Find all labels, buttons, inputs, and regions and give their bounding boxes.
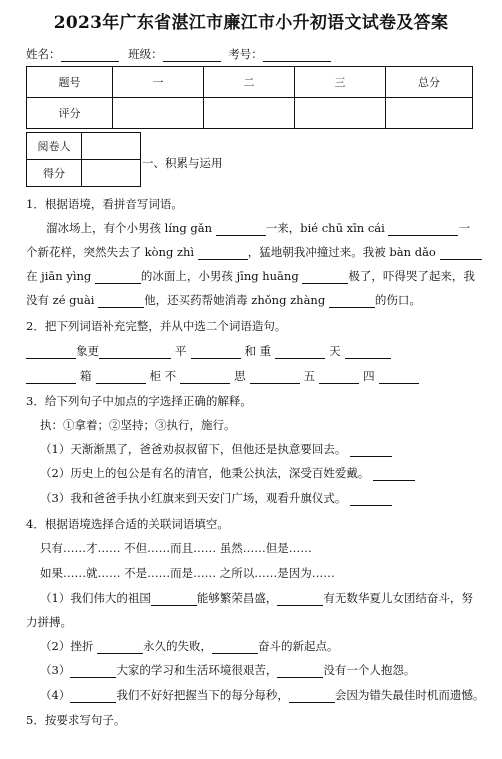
class-blank[interactable] [163,49,221,62]
score-table [26,66,473,129]
sentence [40,441,392,457]
question-title: 2．把下列词语补充完整，并从中选二个词语造句。 [26,319,287,333]
passage-line [26,244,482,260]
text: （1）我们伟大的祖国 [40,591,151,605]
name-blank[interactable] [61,49,119,62]
word-fill-row [26,368,419,384]
student-info-row [26,46,331,62]
score-cell[interactable] [295,98,386,129]
sentence [40,687,484,703]
answer-blank[interactable] [97,641,143,654]
text: 没有一个人抱怨。 [323,663,416,677]
score-table-header-row [27,67,473,98]
answer-blank[interactable] [98,295,144,308]
conjunction-options: 如果……就…… 不是……而是…… 之所以……是因为…… [40,566,335,580]
sentence-continued: 力拼搏。 [26,615,72,629]
header-cell: 一 [113,67,204,98]
section-title: 一、积累与运用 [142,156,223,170]
text: 永久的失败， [142,639,212,653]
header-cell: 题号 [27,67,113,98]
word: 柜 不 [149,369,177,383]
question-title: 4．根据语境选择合适的关联词语填空。 [26,517,229,531]
sentence [40,490,392,506]
answer-blank[interactable] [70,690,116,703]
sentence [40,638,338,654]
word: 五 [303,369,316,383]
answer-blank[interactable] [26,346,76,359]
text: 的冰面上，小男孩 jīng huāng [140,269,303,283]
answer-blank[interactable] [180,371,230,384]
word: 思 [234,369,246,383]
score-table-row [27,98,473,129]
text: 个新花样，突然失去了 kòng zhì [26,245,198,259]
answer-blank[interactable] [388,223,458,236]
answer-blank[interactable] [350,444,392,457]
answer-blank[interactable] [191,346,241,359]
answer-blank[interactable] [26,371,76,384]
word: 象更 [76,344,99,358]
word: 箱 [80,369,92,383]
answer-blank[interactable] [70,665,116,678]
answer-blank[interactable] [319,371,359,384]
text: 有无数华夏儿女团结奋斗，努 [323,591,473,605]
word: 和 重 [244,344,272,358]
word: 四 [363,369,375,383]
score-cell[interactable] [204,98,295,129]
text: 极了，吓得哭了起来，我 [348,269,475,283]
text: ，猛地朝我冲撞过来。我被 bàn dǎo [247,245,440,259]
answer-blank[interactable] [95,271,141,284]
answer-blank[interactable] [277,665,323,678]
definition-options: 执：①拿着；②坚持；③执行，施行。 [40,418,236,432]
text: （3）我和爸爸手执小红旗来到天安门广场，观看升旗仪式。 [40,491,347,505]
text: 一来，bié chū xīn cái [265,221,389,235]
text: 在 jiān yìng [26,269,95,283]
score-cell[interactable] [386,98,473,129]
reviewer-table [26,132,141,187]
conjunction-options: 只有……才…… 不但……而且…… 虽然……但是…… [40,541,312,555]
passage-line [26,268,475,284]
answer-blank[interactable] [216,223,266,236]
word: 平 [175,344,187,358]
header-cell: 三 [295,67,386,98]
text: 他，还买药帮她消毒 zhǒng zhàng [144,293,329,307]
text: （4） [40,688,71,702]
answer-blank[interactable] [275,346,325,359]
name-label: 姓名： [26,47,61,61]
exam-no-label: 考号： [228,47,263,61]
sentence [40,465,415,481]
text: 一 [458,221,470,235]
question-title: 5．按要求写句子。 [26,713,126,727]
answer-blank[interactable] [277,593,323,606]
text: 我们不好好把握当下的每分每秒， [116,688,289,702]
answer-blank[interactable] [99,346,171,359]
word-fill-row [26,343,391,359]
answer-blank[interactable] [151,593,197,606]
sentence [40,662,415,678]
text: 没有 zé guài [26,293,99,307]
text: 的伤口。 [374,293,421,307]
answer-blank[interactable] [212,641,258,654]
answer-blank[interactable] [440,247,482,260]
text: （2）挫折 [40,639,97,653]
answer-blank[interactable] [345,346,391,359]
question-title: 1．根据语境，看拼音写词语。 [26,197,183,211]
text: （1）天渐渐黑了，爸爸劝叔叔留下，但他还是执意要回去。 [40,442,347,456]
text: 奋斗的新起点。 [257,639,339,653]
answer-blank[interactable] [350,493,392,506]
answer-blank[interactable] [289,690,335,703]
sentence [40,590,473,606]
word: 天 [329,344,341,358]
answer-blank[interactable] [198,247,248,260]
answer-blank[interactable] [329,295,375,308]
reviewer-cell[interactable] [82,133,141,160]
passage-line [46,220,470,236]
text: 大家的学习和生活环境很艰苦， [116,663,278,677]
answer-blank[interactable] [373,468,415,481]
score-cell[interactable] [113,98,204,129]
header-cell: 总分 [386,67,473,98]
text: 能够繁荣昌盛， [196,591,278,605]
page-title: 2023年广东省湛江市廉江市小升初语文试卷及答案 [53,13,449,33]
exam-no-blank[interactable] [263,49,331,62]
question-title: 3．给下列句子中加点的字选择正确的解释。 [26,394,252,408]
text: （2）历史上的包公是有名的清官，他秉公执法，深受百姓爱戴。 [40,466,370,480]
answer-blank[interactable] [379,371,419,384]
reviewer-score-cell[interactable] [82,160,141,187]
row-label: 评分 [27,98,113,129]
passage-line [26,292,421,308]
text: （3） [40,663,71,677]
text: 溜冰场上，有个小男孩 líng gǎn [46,221,216,235]
answer-blank[interactable] [96,371,146,384]
class-label: 班级： [128,47,163,61]
answer-blank[interactable] [250,371,300,384]
reviewer-label: 阅卷人 [27,133,82,160]
answer-blank[interactable] [302,271,348,284]
text: 会因为错失最佳时机而遗憾。 [334,688,485,702]
header-cell: 二 [204,67,295,98]
score-label: 得分 [27,160,82,187]
